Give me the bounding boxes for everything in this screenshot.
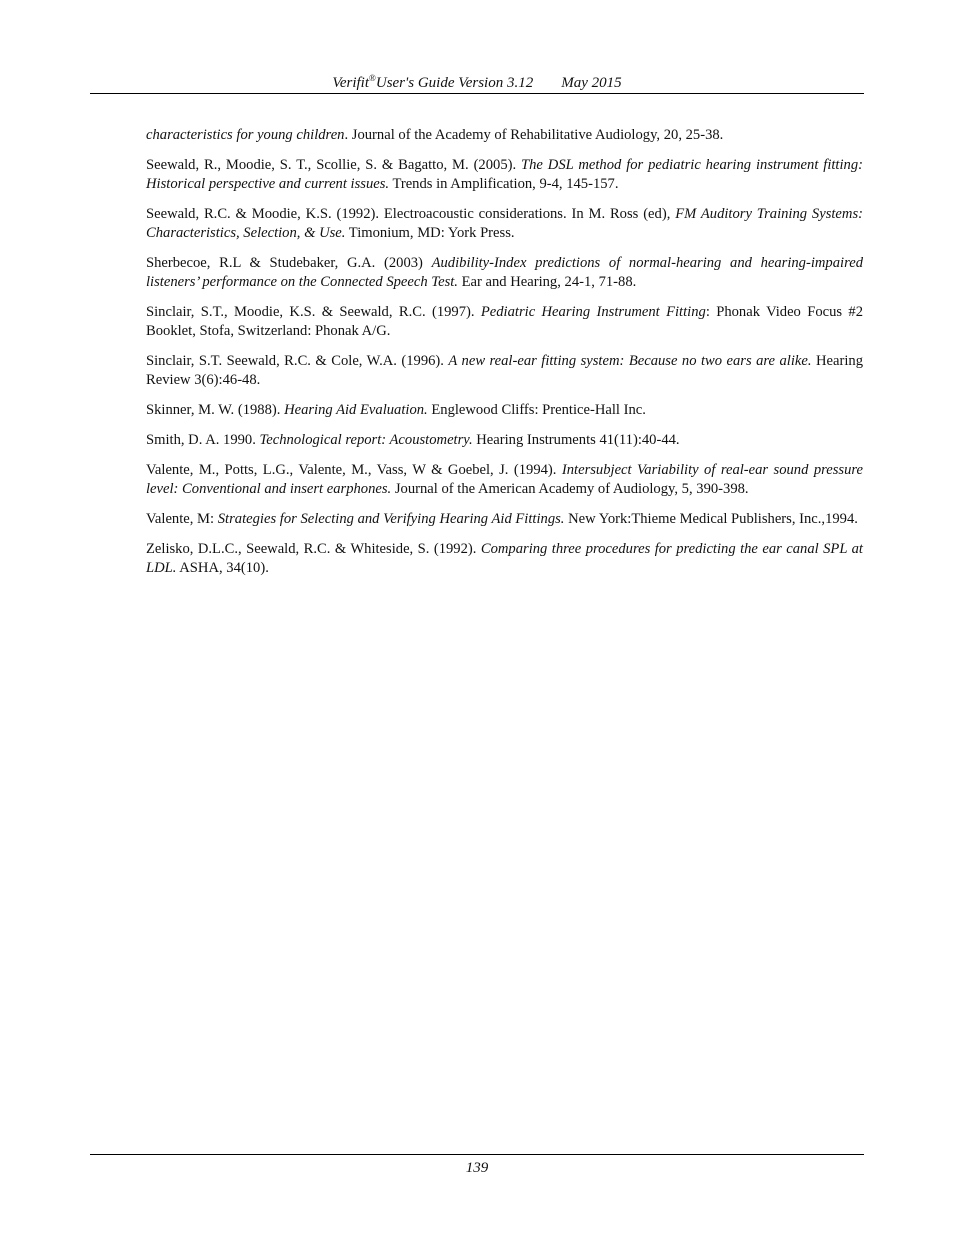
reference-title: The DSL method for pediatric hearing instrument fitting: Historical perspective and current issues. — [146, 156, 863, 193]
reference-text: Valente, M: — [146, 510, 218, 527]
reference-text: Hearing Instruments 41(11):40-44. — [472, 432, 680, 449]
header-product: Verifit — [332, 75, 370, 91]
header-date: May 2015 — [561, 75, 622, 91]
reference-text: Journal of the American Academy of Audiology, 5, 390-398. — [391, 481, 749, 498]
reference-text: ASHA, 34(10). — [176, 560, 269, 577]
reference-title: Intersubject Variability of real-ear sound pressure level: Conventional and insert earphones. — [146, 461, 864, 498]
header-guide-title: User's Guide Version 3.12 — [375, 75, 534, 91]
reference-list — [146, 126, 863, 589]
reference-text: . Journal of the Academy of Rehabilitative Audiology, 20, 25-38. — [344, 127, 724, 143]
reference-text: Trends in Amplification, 9-4, 145-157. — [389, 176, 619, 193]
reference-text: Smith, D. A. 1990. — [146, 432, 260, 449]
reference-text: Hearing Review 3(6):46-48. — [146, 353, 863, 389]
reference-entry — [146, 254, 863, 293]
reference-entry — [146, 205, 863, 244]
reference-text: Zelisko, D.L.C., Seewald, R.C. & Whiteside, S. (1992). — [146, 540, 481, 557]
reference-text: Valente, M., Potts, L.G., Valente, M., Vass, W & Goebel, J. (1994). — [146, 461, 562, 478]
header-rule — [90, 93, 864, 94]
footer-rule — [90, 1154, 864, 1155]
reference-title: A new real-ear fitting system: Because no two ears are alike. — [448, 353, 812, 370]
reference-title: Pediatric Hearing Instrument Fitting — [480, 304, 706, 321]
reference-entry — [146, 461, 863, 500]
reference-entry — [146, 510, 863, 529]
reference-text: Seewald, R., Moodie, S. T., Scollie, S. & Bagatto, M. (2005). — [146, 156, 522, 173]
running-header — [90, 68, 864, 93]
reference-title: Comparing three procedures for predicting the ear canal SPL at LDL. — [146, 540, 863, 577]
reference-text: New York:Thieme Medical Publishers, Inc.,1994. — [564, 510, 858, 527]
reference-text: Seewald, R.C. & Moodie, K.S. (1992). Electroacoustic considerations. In M. Ross (ed), — [146, 205, 676, 222]
reference-title: Hearing Aid Evaluation. — [284, 402, 428, 419]
reference-title: Audibility-Index predictions of normal-hearing and hearing-impaired listeners’ performance on the Connected Speech Test. — [146, 254, 863, 291]
reference-text: Skinner, M. W. (1988). — [146, 402, 285, 419]
page-number: 139 — [465, 1160, 489, 1176]
reference-entry — [146, 352, 863, 391]
reference-text: Sinclair, S.T. Seewald, R.C. & Cole, W.A. (1996). — [146, 353, 449, 370]
reference-text: Timonium, MD: York Press. — [345, 225, 515, 242]
reference-entry — [146, 303, 863, 342]
reference-text: Englewood Cliffs: Prentice-Hall Inc. — [427, 402, 646, 419]
reference-entry — [146, 431, 863, 450]
reference-text: : Phonak Video Focus #2 Booklet, Stofa, Switzerland: Phonak A/G. — [146, 304, 864, 340]
registered-mark: ® — [369, 73, 376, 83]
reference-entry — [146, 156, 863, 195]
reference-text: Sherbecoe, R.L & Studebaker, G.A. (2003) — [146, 254, 432, 271]
reference-title: characteristics for young children — [146, 127, 345, 143]
reference-text: Sinclair, S.T., Moodie, K.S. & Seewald, R.C. (1997). — [146, 304, 481, 321]
reference-title: Strategies for Selecting and Verifying Hearing Aid Fittings. — [217, 510, 565, 527]
reference-title: FM Auditory Training Systems: Characteristics, Selection, & Use. — [146, 205, 863, 242]
reference-entry — [146, 401, 863, 420]
reference-entry — [146, 126, 863, 145]
reference-text: Ear and Hearing, 24-1, 71-88. — [457, 274, 637, 291]
reference-entry — [146, 540, 863, 579]
reference-title: Technological report: Acoustometry. — [259, 432, 473, 449]
